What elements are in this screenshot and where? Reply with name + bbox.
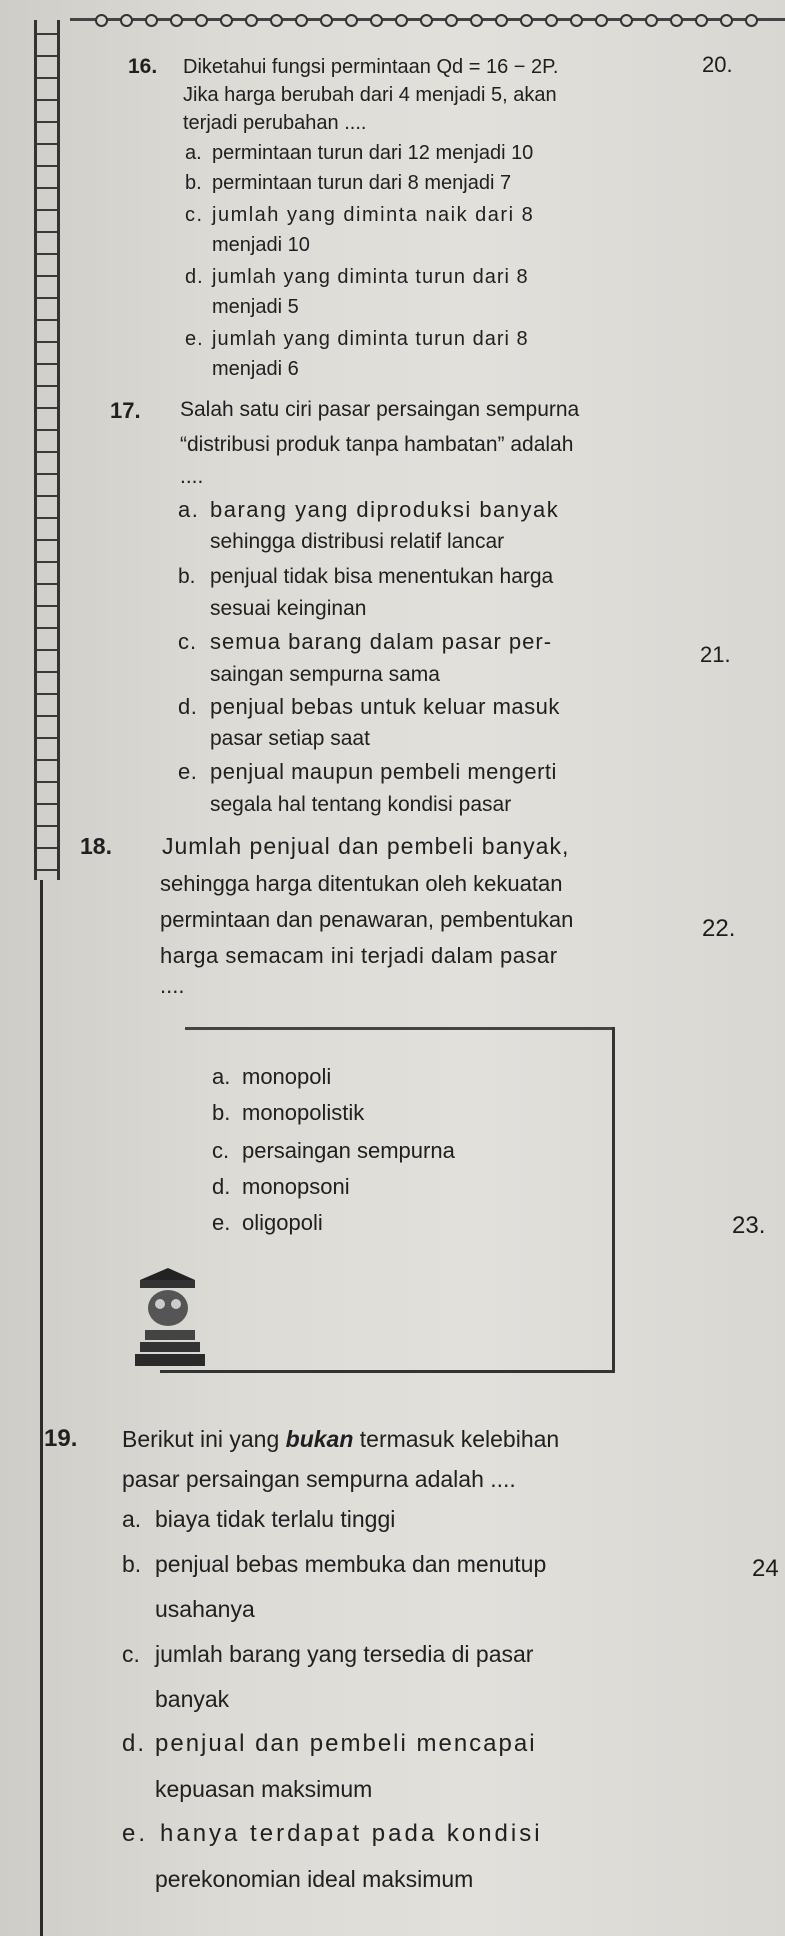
- side-number-21: 21.: [700, 642, 731, 667]
- question-stem-line: ....: [180, 465, 204, 488]
- option-letter: d.: [185, 266, 204, 288]
- question-number: 17.: [110, 398, 141, 423]
- option-text: banyak: [155, 1686, 230, 1712]
- option-letter: b.: [212, 1100, 231, 1125]
- option-letter: d.: [178, 694, 198, 719]
- question-stem-line: permintaan dan penawaran, pembentukan: [160, 907, 574, 932]
- option-text: permintaan turun dari 12 menjadi 10: [212, 142, 534, 164]
- question-number: 19.: [44, 1425, 78, 1452]
- option-text: jumlah barang yang tersedia di pasar: [155, 1641, 534, 1667]
- option-text: perekonomian ideal maksimum: [155, 1866, 474, 1892]
- option-letter: c.: [185, 204, 204, 226]
- option-text: monopoli: [242, 1064, 332, 1089]
- option-letter: c.: [178, 629, 198, 654]
- option-text: sehingga distribusi relatif lancar: [210, 530, 505, 553]
- stem-text: termasuk kelebihan: [353, 1426, 560, 1452]
- question-stem-line: Salah satu ciri pasar persaingan sempurna: [180, 398, 580, 421]
- binding-ring: [495, 14, 508, 27]
- binding-ring: [295, 14, 308, 27]
- question-number: 16.: [128, 55, 158, 78]
- option-text: hanya terdapat pada kondisi: [160, 1820, 543, 1847]
- binding-ring: [645, 14, 658, 27]
- option-letter: e.: [178, 759, 198, 784]
- side-number-24: 24: [752, 1555, 779, 1582]
- option-letter: d.: [212, 1174, 231, 1199]
- binding-ring: [420, 14, 433, 27]
- question-stem-line: Jumlah penjual dan pembeli banyak,: [162, 833, 570, 859]
- option-letter: e.: [185, 328, 204, 350]
- question-stem-line: “distribusi produk tanpa hambatan” adalah: [180, 433, 574, 456]
- binding-ring: [620, 14, 633, 27]
- spiral-binding: [34, 20, 60, 880]
- option-text: penjual maupun pembeli mengerti: [210, 759, 557, 784]
- margin-line: [40, 880, 43, 1936]
- binding-ring: [220, 14, 233, 27]
- option-text: penjual bebas untuk keluar masuk: [210, 694, 560, 719]
- option-text: oligopoli: [242, 1210, 323, 1235]
- binding-ring: [695, 14, 708, 27]
- option-text: sesuai keinginan: [210, 597, 367, 620]
- option-letter: a.: [178, 497, 200, 522]
- option-text: menjadi 5: [212, 296, 299, 318]
- option-letter: a.: [185, 142, 202, 164]
- side-number-23: 23.: [732, 1212, 766, 1239]
- options-frame-bottom: [160, 1370, 615, 1373]
- student-mascot-icon: [130, 1250, 210, 1370]
- binding-ring: [145, 14, 158, 27]
- question-stem-line: sehingga harga ditentukan oleh kekuatan: [160, 871, 563, 896]
- option-letter: a.: [122, 1506, 142, 1532]
- option-text: penjual bebas membuka dan menutup: [155, 1551, 547, 1577]
- options-frame-right: [612, 1027, 615, 1372]
- option-letter: a.: [212, 1064, 231, 1089]
- option-letter: b.: [185, 172, 202, 194]
- binding-ring: [95, 14, 108, 27]
- binding-ring: [545, 14, 558, 27]
- option-letter: c.: [122, 1641, 140, 1667]
- binding-ring: [520, 14, 533, 27]
- option-letter: d.: [122, 1730, 147, 1757]
- binding-ring: [470, 14, 483, 27]
- binding-ring: [370, 14, 383, 27]
- question-number: 18.: [80, 833, 112, 859]
- option-text: kepuasan maksimum: [155, 1776, 373, 1802]
- binding-ring: [395, 14, 408, 27]
- option-text: menjadi 6: [212, 358, 299, 380]
- option-text: biaya tidak terlalu tinggi: [155, 1506, 396, 1532]
- option-letter: e.: [212, 1210, 231, 1235]
- binding-ring: [745, 14, 758, 27]
- binding-ring: [270, 14, 283, 27]
- side-number-22: 22.: [702, 915, 736, 942]
- binding-ring: [570, 14, 583, 27]
- option-text: jumlah yang diminta naik dari 8: [212, 204, 535, 226]
- question-stem-line: harga semacam ini terjadi dalam pasar: [160, 943, 558, 968]
- option-text: semua barang dalam pasar per-: [210, 629, 553, 654]
- stem-emphasis: bukan: [285, 1426, 354, 1452]
- binding-ring: [120, 14, 133, 27]
- binding-ring: [720, 14, 733, 27]
- question-stem-line: pasar persaingan sempurna adalah ....: [122, 1466, 516, 1492]
- binding-ring: [445, 14, 458, 27]
- option-text: jumlah yang diminta turun dari 8: [212, 328, 529, 350]
- question-stem-line: terjadi perubahan ....: [183, 112, 367, 134]
- option-text: persaingan sempurna: [242, 1138, 455, 1163]
- question-stem-line: [122, 1420, 559, 1458]
- option-text: pasar setiap saat: [210, 727, 370, 750]
- stem-text: Berikut ini yang: [122, 1426, 286, 1452]
- option-text: segala hal tentang kondisi pasar: [210, 793, 512, 816]
- question-stem-line: ....: [160, 973, 185, 998]
- binding-ring: [245, 14, 258, 27]
- binding-ring: [670, 14, 683, 27]
- option-letter: b.: [178, 565, 196, 588]
- binding-ring: [345, 14, 358, 27]
- option-letter: b.: [122, 1551, 142, 1577]
- binding-ring: [170, 14, 183, 27]
- option-text: penjual tidak bisa menentukan harga: [210, 565, 554, 588]
- option-letter: e.: [122, 1820, 149, 1847]
- binding-rings: [95, 10, 785, 30]
- option-text: jumlah yang diminta turun dari 8: [212, 266, 529, 288]
- side-number-20: 20.: [702, 52, 733, 77]
- option-text: saingan sempurna sama: [210, 663, 440, 686]
- option-text: permintaan turun dari 8 menjadi 7: [212, 172, 512, 194]
- option-text: menjadi 10: [212, 234, 310, 256]
- option-text: barang yang diproduksi banyak: [210, 497, 560, 522]
- binding-ring: [595, 14, 608, 27]
- binding-ring: [195, 14, 208, 27]
- option-letter: c.: [212, 1138, 230, 1163]
- option-text: monopsoni: [242, 1174, 350, 1199]
- question-stem-line: Diketahui fungsi permintaan Qd = 16 − 2P.: [183, 56, 559, 78]
- option-text: usahanya: [155, 1596, 255, 1622]
- question-stem-line: Jika harga berubah dari 4 menjadi 5, akan: [183, 84, 557, 106]
- option-text: monopolistik: [242, 1100, 365, 1125]
- options-frame-top: [185, 1027, 615, 1030]
- binding-ring: [320, 14, 333, 27]
- option-text: penjual dan pembeli mencapai: [155, 1730, 537, 1757]
